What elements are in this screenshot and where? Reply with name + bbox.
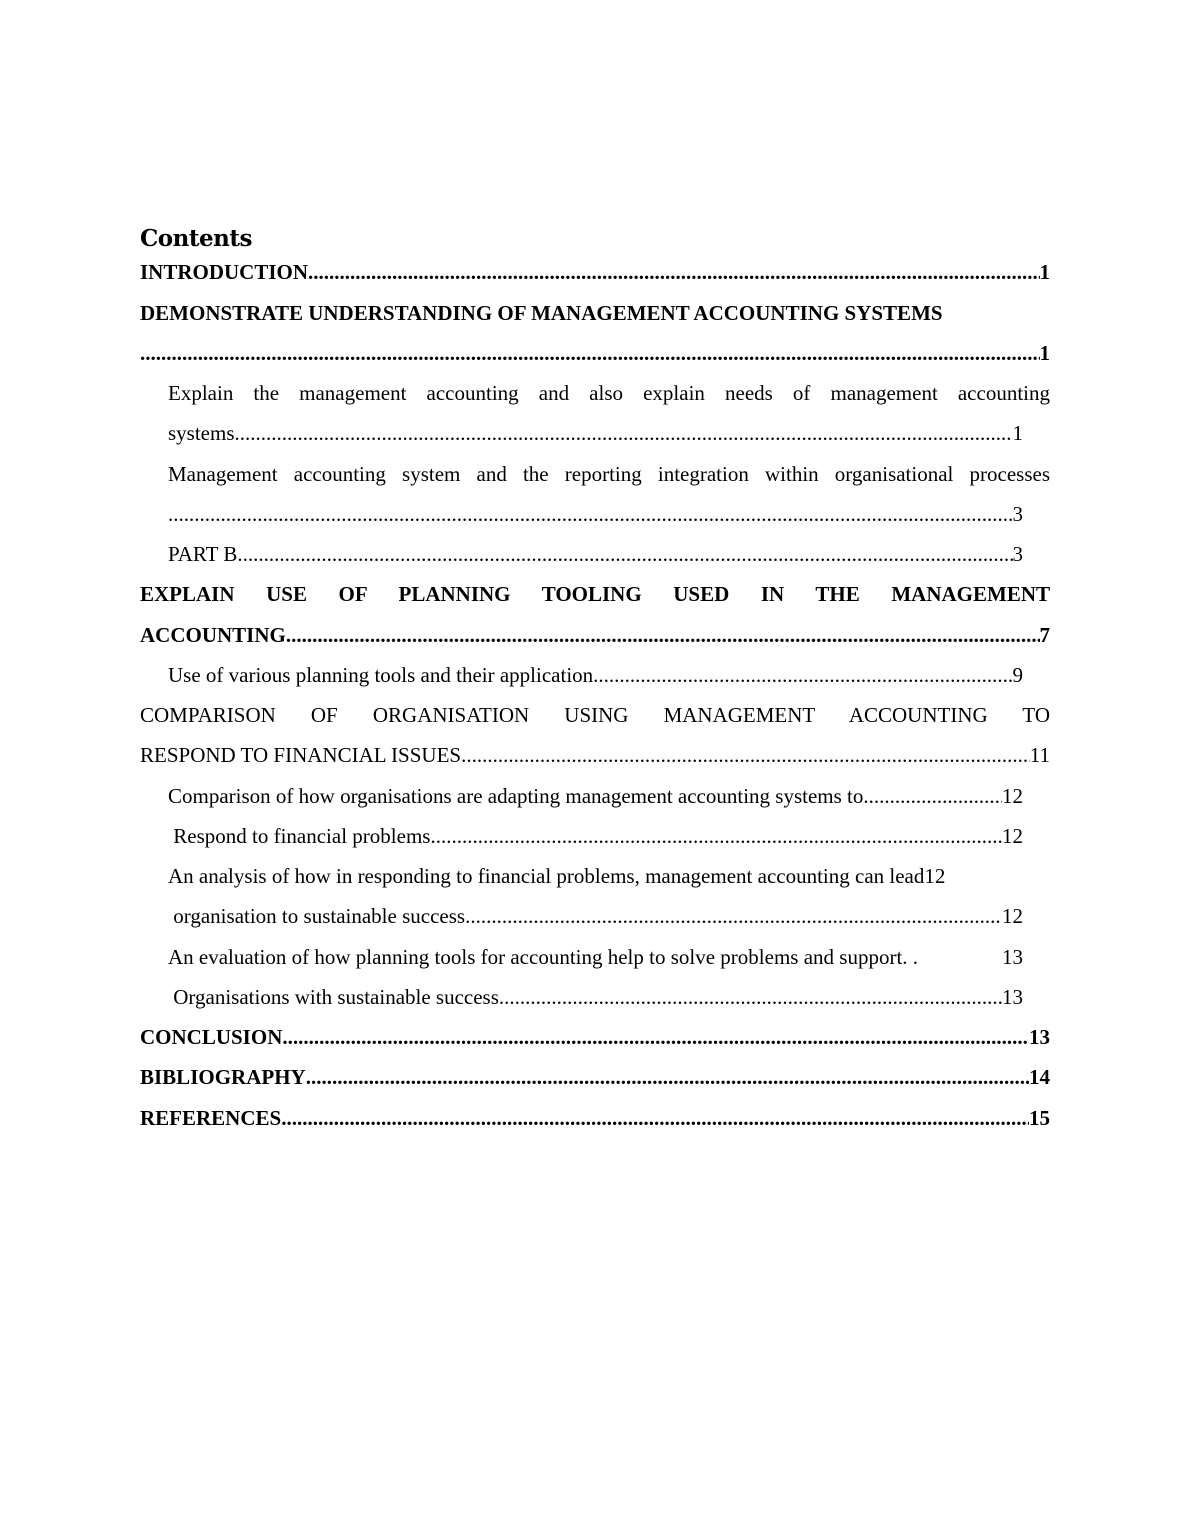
leader-dots xyxy=(863,776,1002,816)
toc-entry-part-b[interactable] xyxy=(168,534,1023,574)
toc-entry-page: 3 xyxy=(1012,502,1023,526)
toc-entry-text: An evaluation of how planning tools for accounting help to solve problems and support. . xyxy=(168,945,919,969)
toc-entry-conclusion[interactable] xyxy=(140,1017,1050,1057)
toc-entry-text: COMPARISON OF ORGANISATION USING MANAGEMENT ACCOUNTING TO xyxy=(140,703,1050,727)
leader-dots xyxy=(237,534,1012,574)
toc-entry-text: INTRODUCTION xyxy=(140,260,309,284)
toc-entry-page: 1 xyxy=(1039,341,1050,365)
toc-entry-page: 12 xyxy=(924,864,946,888)
toc-entry-planning-tools[interactable] xyxy=(168,655,1023,695)
toc-entry-text: Respond to financial problems xyxy=(168,824,431,848)
toc-entry-text: EXPLAIN USE OF PLANNING TOOLING USED IN THE MANAGEMENT xyxy=(140,582,1050,606)
toc-entry-page: 12 xyxy=(1002,824,1023,848)
leader-dots xyxy=(281,1098,1029,1138)
toc-entry-demonstrate-line2[interactable] xyxy=(140,333,1050,373)
leader-dots xyxy=(593,655,1012,695)
toc-entry-sustainable[interactable] xyxy=(168,896,1023,936)
toc-entry-text-cont: systems xyxy=(168,421,235,445)
toc-entry-bibliography[interactable] xyxy=(140,1057,1050,1097)
toc-entry-page: 9 xyxy=(1012,663,1023,687)
leader-dots xyxy=(465,896,1002,936)
toc-title: Contents xyxy=(140,225,252,252)
toc-entry-adapting[interactable] xyxy=(168,776,1023,816)
leader-dots xyxy=(140,333,1040,373)
toc-entry-text: Management accounting system and the reporting integration within organisational processes xyxy=(168,462,1050,486)
toc-entry-page: 15 xyxy=(1029,1106,1050,1130)
toc-entry-organisations[interactable] xyxy=(168,977,1023,1017)
leader-dots xyxy=(282,1017,1029,1057)
toc-entry-page: 11 xyxy=(1029,743,1050,767)
toc-entry-text: Explain the management accounting and also explain needs of management accounting xyxy=(168,381,1050,405)
toc-entry-page: 12 xyxy=(1002,904,1023,928)
toc-entry-analysis[interactable] xyxy=(168,856,1032,896)
toc-entry-page: 1 xyxy=(1012,421,1023,445)
leader-dots xyxy=(286,615,1040,655)
toc-entry-text: REFERENCES xyxy=(140,1106,282,1130)
toc-entry-page: 1 xyxy=(1039,260,1050,284)
toc-entry-text: An analysis of how in responding to financial problems, management accounting can lead xyxy=(168,864,925,888)
toc-entry-page: 13 xyxy=(1002,945,1023,969)
toc-entry-text-cont: ACCOUNTING xyxy=(140,623,286,647)
toc-entry-comparison-line2[interactable] xyxy=(140,735,1050,775)
toc-entry-text: Organisations with sustainable success xyxy=(168,985,499,1009)
leader-dots xyxy=(306,1057,1029,1097)
toc-entry-comparison-line1[interactable] xyxy=(140,695,1050,735)
toc-entry-text: Use of various planning tools and their application xyxy=(168,663,594,687)
toc-entry-page: 12 xyxy=(1002,784,1023,808)
toc-entry-explain-line2[interactable] xyxy=(168,413,1023,453)
toc-entry-page: 3 xyxy=(1012,542,1023,566)
toc-entry-text: CONCLUSION xyxy=(140,1025,283,1049)
toc-entry-reporting-line1[interactable] xyxy=(168,454,1050,494)
leader-dots xyxy=(168,494,1013,534)
toc-entry-evaluation[interactable] xyxy=(168,937,1023,977)
toc-entry-planning-line2[interactable] xyxy=(140,615,1050,655)
toc-entry-text: organisation to sustainable success xyxy=(168,904,466,928)
leader-dots xyxy=(235,413,1013,453)
toc-entry-page: 13 xyxy=(1002,985,1023,1009)
toc-entry-text: PART B xyxy=(168,542,238,566)
toc-entry-demonstrate-line1[interactable] xyxy=(140,293,1050,333)
toc-entry-text: BIBLIOGRAPHY xyxy=(140,1065,306,1089)
toc-entry-page: 14 xyxy=(1029,1065,1050,1089)
leader-dots xyxy=(430,816,1002,856)
toc-entry-text: DEMONSTRATE UNDERSTANDING OF MANAGEMENT ACCOUNTING SYSTEMS xyxy=(140,301,943,325)
leader-dots xyxy=(499,977,1002,1017)
toc-entry-introduction[interactable] xyxy=(140,252,1050,292)
toc-entry-planning-line1[interactable] xyxy=(140,574,1050,614)
toc-entry-explain-line1[interactable] xyxy=(168,373,1050,413)
toc-entry-references[interactable] xyxy=(140,1098,1050,1138)
toc-entry-page: 13 xyxy=(1029,1025,1050,1049)
toc-entry-page: 7 xyxy=(1039,623,1050,647)
toc-entry-respond[interactable] xyxy=(168,816,1023,856)
toc-entry-text-cont: RESPOND TO FINANCIAL ISSUES xyxy=(140,743,462,767)
toc-entry-text: Comparison of how organisations are adapting management accounting systems to xyxy=(168,784,864,808)
toc-entry-reporting-line2[interactable] xyxy=(168,494,1023,534)
leader-dots xyxy=(461,735,1030,775)
leader-dots xyxy=(308,252,1039,292)
